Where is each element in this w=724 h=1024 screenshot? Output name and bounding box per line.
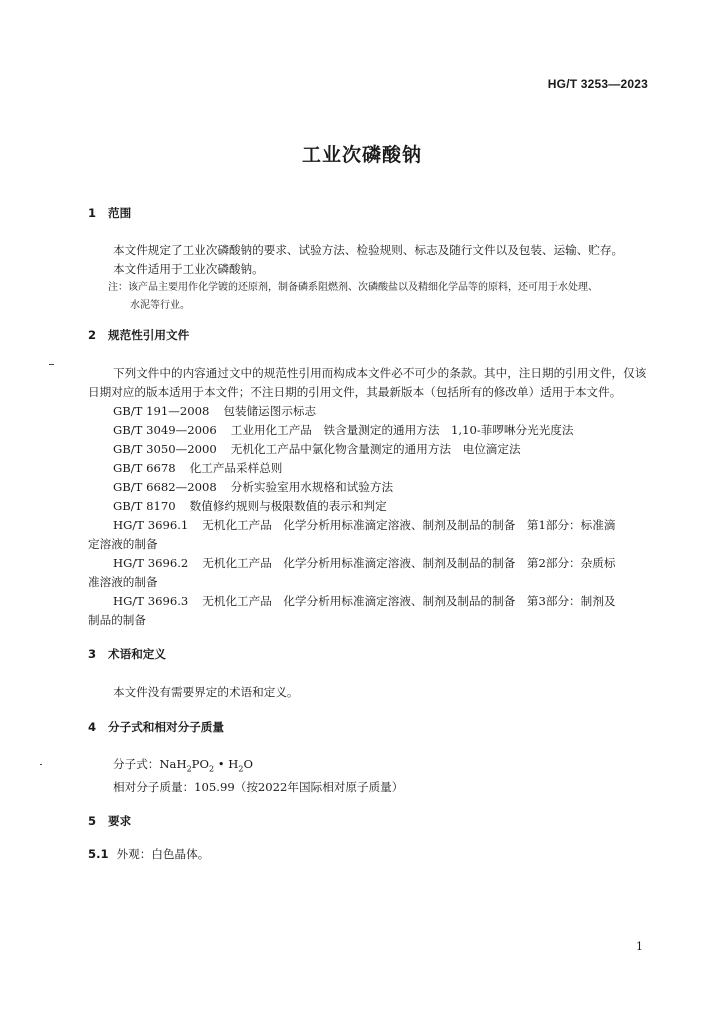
reference-item: HG/T 3696.2 无机化工产品 化学分析用标准滴定溶液、制剂及制品的制备 第2部分：杂质标 — [113, 556, 616, 570]
requirement-item: 5.1 外观：白色晶体。 — [88, 847, 210, 862]
reference-item: GB/T 8170 数值修约规则与极限数值的表示和判定 — [113, 499, 387, 513]
reference-item-continuation: 定溶液的制备 — [88, 537, 158, 551]
page-number: 1 — [636, 940, 643, 953]
reference-item: GB/T 6678 化工产品采样总则 — [113, 461, 283, 475]
scope-paragraph: 本文件规定了工业次磷酸钠的要求、试验方法、检验规则、标志及随行文件以及包装、运输、贮存。 — [113, 243, 624, 257]
reference-item-continuation: 制品的制备 — [88, 613, 146, 627]
molecular-mass: 相对分子质量：105.99（按2022年国际相对原子质量） — [113, 780, 404, 795]
section-heading-2: 2 规范性引用文件 — [88, 328, 190, 342]
standard-number: HG/T 3253—2023 — [547, 77, 648, 91]
reference-item: HG/T 3696.3 无机化工产品 化学分析用标准滴定溶液、制剂及制品的制备 第3部分：制剂及 — [113, 594, 616, 608]
document-title: 工业次磷酸钠 — [301, 144, 422, 166]
document-body — [88, 204, 653, 864]
reference-item: GB/T 6682—2008 分析实验室用水规格和试验方法 — [113, 480, 394, 494]
terms-paragraph: 本文件没有需要界定的术语和定义。 — [113, 685, 299, 699]
scope-note-line: 注：该产品主要用作化学镀的还原剂，制备磷系阻燃剂、次磷酸盐以及精细化学品等的原料，还可用于水处理、 — [108, 282, 598, 293]
references-intro: 下列文件中的内容通过文中的规范性引用而构成本文件必不可少的条款。其中，注日期的引用文件，仅该日期对应的版本适用于本文件；不注日期的引用文件，其最新版本（包括所有的修改单）适用于本文件。 — [88, 366, 647, 399]
reference-item: HG/T 3696.1 无机化工产品 化学分析用标准滴定溶液、制剂及制品的制备 第1部分：标准滴 — [113, 518, 616, 532]
molecular-formula: 分子式：$NaH_2PO_2$ • $H_2O$ — [113, 757, 253, 774]
reference-item-continuation: 准溶液的制备 — [88, 575, 158, 589]
reference-item: GB/T 191—2008 包装储运图示标志 — [113, 404, 317, 418]
scope-note-continuation: 水泥等行业。 — [130, 300, 190, 311]
section-heading-3: 3 术语和定义 — [88, 647, 166, 661]
reference-item: GB/T 3049—2006 工业用化工产品 铁含量测定的通用方法 1,10-菲啰啉分光光度法 — [113, 423, 574, 437]
section-heading-1: 1 范围 — [88, 206, 132, 220]
margin-mark — [49, 364, 54, 365]
section-heading-4: 4 分子式和相对分子质量 — [88, 720, 224, 734]
scope-applicability: 本文件适用于工业次磷酸钠。 — [113, 262, 264, 276]
margin-mark — [40, 764, 42, 765]
reference-item: GB/T 3050—2000 无机化工产品中氯化物含量测定的通用方法 电位滴定法 — [113, 442, 521, 456]
section-heading-5: 5 要求 — [88, 814, 132, 829]
